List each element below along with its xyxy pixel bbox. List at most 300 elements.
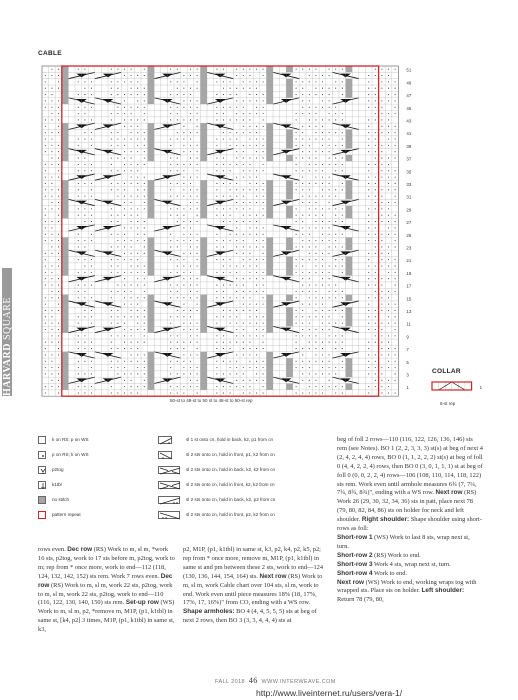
purl-dot <box>256 113 257 114</box>
purl-dot <box>197 329 198 330</box>
purl-dot <box>375 297 376 298</box>
purl-dot <box>45 272 46 273</box>
purl-dot <box>302 88 303 89</box>
purl-dot <box>183 215 184 216</box>
purl-dot <box>131 151 132 152</box>
purl-dot <box>45 196 46 197</box>
purl-dot <box>329 164 330 165</box>
purl-dot <box>395 221 396 222</box>
purl-dot <box>315 253 316 254</box>
purl-dot <box>84 361 85 362</box>
purl-dot <box>230 119 231 120</box>
purl-dot <box>91 221 92 222</box>
purl-dot <box>256 323 257 324</box>
short-row-1: Short-row 1 (WS) Work to last 8 sts, wrap next st, turn. <box>337 533 470 550</box>
purl-dot <box>183 386 184 387</box>
purl-dot <box>78 119 79 120</box>
purl-dot <box>236 177 237 178</box>
purl-dot <box>91 361 92 362</box>
purl-dot <box>216 234 217 235</box>
purl-dot <box>144 373 145 374</box>
purl-dot <box>91 208 92 209</box>
purl-dot <box>309 183 310 184</box>
purl-dot <box>395 94 396 95</box>
no-stitch-cell <box>62 326 69 332</box>
purl-dot <box>177 240 178 241</box>
purl-dot <box>381 234 382 235</box>
purl-dot <box>230 170 231 171</box>
row-number: 51 <box>406 67 412 73</box>
purl-dot <box>329 189 330 190</box>
purl-dot <box>329 75 330 76</box>
purl-dot <box>368 132 369 133</box>
purl-dot <box>137 392 138 393</box>
purl-dot <box>131 259 132 260</box>
purl-dot <box>137 94 138 95</box>
purl-dot <box>144 151 145 152</box>
purl-dot <box>368 221 369 222</box>
purl-dot <box>91 373 92 374</box>
purl-dot <box>243 221 244 222</box>
purl-dot <box>309 208 310 209</box>
purl-dot <box>309 107 310 108</box>
purl-dot <box>388 354 389 355</box>
no-stitch-cell <box>62 206 69 212</box>
purl-dot <box>177 107 178 108</box>
purl-dot <box>216 170 217 171</box>
purl-dot <box>131 69 132 70</box>
purl-dot <box>322 329 323 330</box>
purl-dot <box>315 75 316 76</box>
purl-dot <box>183 94 184 95</box>
purl-dot <box>236 196 237 197</box>
purl-dot <box>131 177 132 178</box>
purl-dot <box>190 151 191 152</box>
purl-dot <box>230 81 231 82</box>
purl-dot <box>190 119 191 120</box>
no-stitch-cell <box>200 377 207 383</box>
purl-dot <box>117 113 118 114</box>
purl-dot <box>137 215 138 216</box>
purl-dot <box>197 304 198 305</box>
purl-dot <box>315 69 316 70</box>
no-stitch-cell <box>200 295 207 301</box>
row-number: 19 <box>406 270 412 276</box>
purl-dot <box>137 100 138 101</box>
purl-dot <box>263 348 264 349</box>
purl-dot <box>309 170 310 171</box>
no-stitch-cell <box>286 206 293 212</box>
purl-dot <box>381 329 382 330</box>
purl-dot <box>236 380 237 381</box>
purl-dot <box>342 81 343 82</box>
purl-dot <box>84 113 85 114</box>
purl-dot <box>170 373 171 374</box>
purl-dot <box>263 285 264 286</box>
purl-dot <box>335 107 336 108</box>
no-stitch-cell <box>266 384 273 390</box>
purl-dot <box>243 348 244 349</box>
purl-dot <box>111 316 112 317</box>
purl-dot <box>124 164 125 165</box>
purl-dot <box>249 354 250 355</box>
purl-dot <box>381 107 382 108</box>
purl-dot <box>309 113 310 114</box>
purl-dot <box>45 259 46 260</box>
purl-dot <box>190 94 191 95</box>
purl-dot <box>342 145 343 146</box>
purl-dot <box>117 189 118 190</box>
purl-dot <box>309 202 310 203</box>
purl-dot <box>368 119 369 120</box>
purl-dot <box>236 221 237 222</box>
purl-dot <box>236 189 237 190</box>
purl-dot <box>51 380 52 381</box>
purl-dot <box>78 215 79 216</box>
purl-dot <box>342 392 343 393</box>
no-stitch-cell <box>266 79 273 85</box>
purl-dot <box>335 367 336 368</box>
no-stitch-cell <box>266 91 273 97</box>
purl-dot <box>124 291 125 292</box>
no-stitch-cell <box>200 326 207 332</box>
purl-dot <box>342 272 343 273</box>
purl-dot <box>216 107 217 108</box>
purl-dot <box>91 107 92 108</box>
purl-dot <box>190 386 191 387</box>
purl-dot <box>322 164 323 165</box>
purl-dot <box>51 75 52 76</box>
row-number: 1 <box>406 385 409 391</box>
purl-dot <box>309 380 310 381</box>
purl-dot <box>84 94 85 95</box>
purl-dot <box>216 183 217 184</box>
purl-dot <box>51 367 52 368</box>
no-stitch-cell <box>286 136 293 142</box>
purl-dot <box>111 170 112 171</box>
purl-dot <box>375 354 376 355</box>
purl-dot <box>58 278 59 279</box>
purl-dot <box>91 170 92 171</box>
purl-dot <box>111 335 112 336</box>
purl-dot <box>309 316 310 317</box>
no-stitch-cell <box>286 212 293 218</box>
purl-dot <box>375 361 376 362</box>
no-stitch-cell <box>266 320 273 326</box>
purl-dot <box>51 316 52 317</box>
purl-dot <box>375 100 376 101</box>
no-stitch-cell <box>286 364 293 370</box>
purl-dot <box>381 177 382 178</box>
purl-dot <box>236 158 237 159</box>
purl-dot <box>249 177 250 178</box>
purl-dot <box>388 361 389 362</box>
purl-dot <box>381 310 382 311</box>
purl-dot <box>51 386 52 387</box>
purl-dot <box>78 335 79 336</box>
purl-dot <box>131 138 132 139</box>
purl-dot <box>51 183 52 184</box>
no-stitch-cell <box>266 212 273 218</box>
purl-dot <box>296 348 297 349</box>
purl-dot <box>58 234 59 235</box>
purl-dot <box>375 183 376 184</box>
purl-dot <box>111 259 112 260</box>
purl-dot <box>230 94 231 95</box>
purl-dot <box>51 151 52 152</box>
purl-dot <box>183 253 184 254</box>
purl-dot <box>190 234 191 235</box>
purl-dot <box>249 297 250 298</box>
purl-dot <box>342 259 343 260</box>
no-stitch-cell <box>200 371 207 377</box>
row-number: 5 <box>406 359 409 365</box>
purl-dot <box>381 88 382 89</box>
purl-dot <box>375 329 376 330</box>
purl-dot <box>395 392 396 393</box>
p-icon <box>38 451 46 459</box>
purl-dot <box>263 151 264 152</box>
purl-dot <box>84 246 85 247</box>
purl-dot <box>84 183 85 184</box>
purl-dot <box>236 151 237 152</box>
purl-dot <box>375 177 376 178</box>
no-stitch-cell <box>62 377 69 383</box>
purl-dot <box>368 367 369 368</box>
purl-dot <box>395 183 396 184</box>
purl-dot <box>395 323 396 324</box>
no-stitch-cell <box>148 237 155 243</box>
purl-dot <box>84 348 85 349</box>
purl-dot <box>381 208 382 209</box>
purl-dot <box>263 373 264 374</box>
no-stitch-cell <box>266 98 273 104</box>
purl-dot <box>322 221 323 222</box>
purl-dot <box>183 240 184 241</box>
purl-dot <box>381 297 382 298</box>
no-stitch-cell <box>200 123 207 129</box>
purl-dot <box>335 215 336 216</box>
purl-dot <box>243 81 244 82</box>
purl-dot <box>329 227 330 228</box>
no-stitch-cell <box>286 193 293 199</box>
purl-dot <box>335 373 336 374</box>
no-stitch-cell <box>266 263 273 269</box>
purl-dot <box>51 310 52 311</box>
purl-dot <box>243 259 244 260</box>
purl-dot <box>322 132 323 133</box>
no-stitch-cell <box>346 79 353 85</box>
purl-dot <box>84 386 85 387</box>
purl-dot <box>177 88 178 89</box>
purl-dot <box>249 158 250 159</box>
purl-dot <box>197 151 198 152</box>
purl-dot <box>144 145 145 146</box>
purl-dot <box>111 88 112 89</box>
k1tbl-icon <box>38 481 46 489</box>
purl-dot <box>375 221 376 222</box>
purl-dot <box>183 126 184 127</box>
purl-dot <box>329 202 330 203</box>
purl-dot <box>111 323 112 324</box>
purl-dot <box>137 177 138 178</box>
purl-dot <box>322 170 323 171</box>
purl-dot <box>263 126 264 127</box>
purl-dot <box>256 240 257 241</box>
side-tab <box>0 268 16 396</box>
purl-dot <box>342 310 343 311</box>
purl-dot <box>395 189 396 190</box>
purl-dot <box>381 126 382 127</box>
purl-dot <box>329 310 330 311</box>
purl-dot <box>315 329 316 330</box>
purl-dot <box>78 196 79 197</box>
purl-dot <box>84 221 85 222</box>
purl-dot <box>322 304 323 305</box>
no-stitch-cell <box>62 72 69 78</box>
no-stitch-cell <box>148 250 155 256</box>
no-stitch-cell <box>346 91 353 97</box>
k-icon <box>38 436 46 444</box>
purl-dot <box>124 278 125 279</box>
purl-dot <box>216 323 217 324</box>
purl-dot <box>131 297 132 298</box>
purl-dot <box>117 392 118 393</box>
purl-dot <box>183 323 184 324</box>
purl-dot <box>144 75 145 76</box>
purl-dot <box>335 310 336 311</box>
purl-dot <box>381 265 382 266</box>
purl-dot <box>388 183 389 184</box>
purl-dot <box>302 196 303 197</box>
purl-dot <box>309 278 310 279</box>
purl-dot <box>131 361 132 362</box>
purl-dot <box>395 196 396 197</box>
purl-dot <box>131 113 132 114</box>
purl-dot <box>51 329 52 330</box>
purl-dot <box>144 132 145 133</box>
purl-dot <box>78 367 79 368</box>
purl-dot <box>256 265 257 266</box>
purl-dot <box>388 342 389 343</box>
no-stitch-cell <box>62 123 69 129</box>
no-stitch-cell <box>286 91 293 97</box>
purl-dot <box>243 304 244 305</box>
purl-dot <box>309 94 310 95</box>
row-number: 33 <box>406 182 412 188</box>
no-stitch-cell <box>346 307 353 313</box>
purl-dot <box>197 158 198 159</box>
purl-dot <box>381 119 382 120</box>
purl-dot <box>375 158 376 159</box>
purl-dot <box>230 373 231 374</box>
purl-dot <box>131 316 132 317</box>
purl-dot <box>137 316 138 317</box>
purl-dot <box>236 246 237 247</box>
cable-2-icon <box>158 451 172 459</box>
purl-dot <box>388 88 389 89</box>
no-stitch-cell <box>148 371 155 377</box>
purl-dot <box>263 202 264 203</box>
purl-dot <box>91 285 92 286</box>
purl-dot <box>84 69 85 70</box>
purl-dot <box>91 215 92 216</box>
purl-dot <box>45 373 46 374</box>
purl-dot <box>78 183 79 184</box>
purl-dot <box>329 69 330 70</box>
purl-dot <box>137 342 138 343</box>
no-stitch-cell <box>62 250 69 256</box>
purl-dot <box>309 291 310 292</box>
purl-dot <box>117 69 118 70</box>
purl-dot <box>388 177 389 178</box>
purl-dot <box>197 75 198 76</box>
purl-dot <box>177 113 178 114</box>
no-stitch-cell <box>266 314 273 320</box>
purl-dot <box>137 285 138 286</box>
purl-dot <box>137 75 138 76</box>
purl-dot <box>236 227 237 228</box>
purl-dot <box>45 386 46 387</box>
no-stitch-cell <box>148 295 155 301</box>
purl-dot <box>236 285 237 286</box>
purl-dot <box>230 297 231 298</box>
purl-dot <box>78 208 79 209</box>
purl-dot <box>322 285 323 286</box>
purl-dot <box>296 316 297 317</box>
purl-dot <box>45 348 46 349</box>
purl-dot <box>190 145 191 146</box>
purl-dot <box>302 170 303 171</box>
purl-dot <box>177 215 178 216</box>
purl-dot <box>236 88 237 89</box>
purl-dot <box>111 348 112 349</box>
purl-dot <box>263 329 264 330</box>
purl-dot <box>177 285 178 286</box>
purl-dot <box>263 100 264 101</box>
purl-dot <box>124 126 125 127</box>
purl-dot <box>230 196 231 197</box>
purl-dot <box>91 196 92 197</box>
purl-dot <box>190 227 191 228</box>
purl-dot <box>329 329 330 330</box>
purl-dot <box>302 158 303 159</box>
purl-dot <box>45 310 46 311</box>
purl-dot <box>315 392 316 393</box>
purl-dot <box>368 278 369 279</box>
purl-dot <box>117 265 118 266</box>
purl-dot <box>395 113 396 114</box>
purl-dot <box>111 265 112 266</box>
purl-dot <box>177 221 178 222</box>
purl-dot <box>170 113 171 114</box>
footer-site: WWW.INTERWEAVE.COM <box>261 679 336 685</box>
purl-dot <box>309 151 310 152</box>
purl-dot <box>223 183 224 184</box>
purl-dot <box>388 119 389 120</box>
purl-dot <box>243 335 244 336</box>
purl-dot <box>124 202 125 203</box>
no-stitch-cell <box>200 364 207 370</box>
purl-dot <box>216 145 217 146</box>
no-stitch-cell <box>148 206 155 212</box>
purl-dot <box>395 354 396 355</box>
purl-dot <box>144 164 145 165</box>
purl-dot <box>395 81 396 82</box>
no-stitch-cell <box>200 136 207 142</box>
purl-dot <box>117 240 118 241</box>
purl-dot <box>395 234 396 235</box>
